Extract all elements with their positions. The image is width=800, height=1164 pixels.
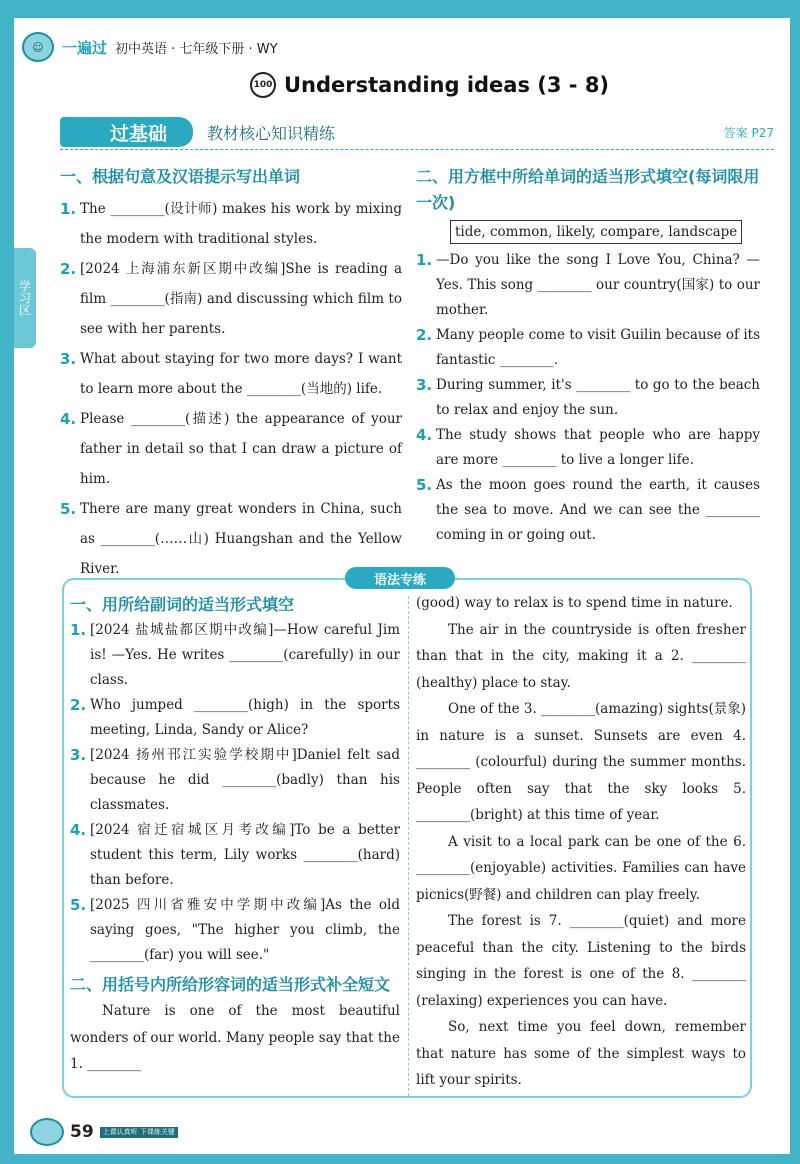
list-item (60, 194, 402, 254)
question-text: [2024 扬州邗江实验学校期中]Daniel felt sad because he did ________(badly) than his classmates. (90, 747, 400, 813)
list-item (60, 254, 402, 344)
page-number: 59 (70, 1122, 94, 1142)
question-number: 2. (416, 326, 433, 344)
lesson-title-text: Understanding ideas (3 - 8) (284, 73, 610, 97)
book-info: 初中英语 · 七年级下册 · WY (115, 41, 278, 57)
page-footer (30, 1118, 178, 1146)
footer-tag: 上课认真听 下课练关键 (100, 1127, 178, 1138)
question-number: 2. (70, 696, 87, 714)
list-item (70, 618, 400, 693)
question-text: [2025 四川省雅安中学期中改编]As the old saying goes, "The higher you climb, the ________(far) you will see." (90, 897, 400, 963)
question-text: Many people come to visit Guilin because of its fantastic ________. (436, 327, 760, 368)
question-text: [2024 盐城盐都区期中改编]—How careful Jim is! —Yes. He writes ________(carefully) in our class. (90, 622, 400, 688)
question-text: What about staying for two more days? I want to learn more about the ________(当地的) life. (80, 351, 402, 397)
section-1 (60, 164, 402, 584)
side-tab: 学习区 (14, 248, 36, 348)
question-number: 3. (60, 350, 77, 368)
section-1-title: 一、根据句意及汉语提示写出单词 (60, 167, 301, 186)
question-number: 5. (70, 896, 87, 914)
list-item (70, 743, 400, 818)
banner-divider (60, 149, 774, 150)
lesson-title (250, 72, 609, 98)
banner-label: 过基础 (60, 117, 193, 147)
badge-number: 100 (253, 80, 273, 90)
page-header (22, 34, 278, 60)
passage-paragraph: The air in the countryside is often fresher than that in the city, making it a 2. ________ (healthy) place to stay. (416, 621, 746, 691)
passage-paragraph: One of the 3. ________(amazing) sights(景象) in nature is a sunset. Sunsets are even 4. ________ (colourful) during the summer months. People often say that the sky looks 5. ________(bright) at this time of year. (416, 701, 746, 823)
question-number: 2. (60, 260, 77, 278)
column-divider (408, 596, 409, 1096)
passage-paragraph: The forest is 7. ________(quiet) and more peaceful than the city. Listening to the birds singing in the forest is one of the 8. ________ (relaxing) experiences you can have. (416, 913, 746, 1009)
passage-paragraph: So, next time you feel down, remember that nature has some of the simplest ways to lift your spirits. (416, 1019, 746, 1088)
list-item (416, 248, 760, 323)
grammar-part-1-title: 一、用所给副词的适当形式填空 (70, 595, 295, 614)
grammar-part-1 (70, 592, 400, 1078)
passage-paragraph: Nature is one of the most beautiful wonders of our world. Many people say that the 1. ________ (70, 1003, 400, 1072)
list-item (416, 473, 760, 548)
mascot-icon: ☺ (22, 32, 54, 62)
section-2-title: 二、用方框中所给单词的适当形式填空(每词限用一次) (416, 167, 760, 212)
question-number: 4. (416, 426, 433, 444)
list-item (70, 693, 400, 743)
list-item (60, 344, 402, 404)
grammar-part-2-continued (416, 590, 746, 1094)
page-frame-right (790, 0, 800, 1164)
page-frame-top (0, 0, 800, 18)
question-number: 3. (416, 376, 433, 394)
star-badge-icon (250, 72, 276, 98)
question-text: The study shows that people who are happy are more ________ to live a longer life. (436, 427, 760, 468)
section-2 (416, 164, 760, 548)
word-box: tide, common, likely, compare, landscape (450, 220, 742, 244)
question-number: 1. (70, 621, 87, 639)
list-item (70, 818, 400, 893)
list-item (70, 893, 400, 968)
question-text: [2024 上海浦东新区期中改编]She is reading a film ________(指南) and discussing which film to see with her parents. (80, 261, 402, 337)
question-text: During summer, it's ________ to go to the beach to relax and enjoy the sun. (436, 377, 760, 418)
grammar-part-2-title: 二、用括号内所给形容词的适当形式补全短文 (70, 975, 391, 994)
question-text: [2024 宿迁宿城区月考改编]To be a better student this term, Lily works ________(hard) than before. (90, 822, 400, 888)
question-number: 4. (60, 410, 77, 428)
passage-paragraph: (good) way to relax is to spend time in nature. (416, 595, 733, 611)
list-item (416, 423, 760, 473)
question-text: The ________(设计师) makes his work by mixing the modern with traditional styles. (80, 201, 402, 247)
question-number: 1. (60, 200, 77, 218)
question-text: —Do you like the song I Love You, China? —Yes. This song ________ our country(国家) to our mother. (436, 252, 760, 318)
question-text: There are many great wonders in China, such as ________(……山) Huangshan and the Yellow River. (80, 501, 402, 577)
mascot-icon (30, 1118, 64, 1146)
list-item (416, 323, 760, 373)
question-number: 4. (70, 821, 87, 839)
question-text: As the moon goes round the earth, it causes the sea to move. And we can see the ________ coming in or going out. (436, 477, 760, 543)
grammar-badge: 语法专练 (345, 567, 455, 589)
page-frame-bottom (0, 1154, 800, 1164)
question-number: 5. (60, 500, 77, 518)
passage-paragraph: A visit to a local park can be one of the 6. ________(enjoyable) activities. Families can have picnics(野餐) and children can play freely. (416, 833, 746, 903)
section-banner (60, 117, 774, 147)
question-text: Please ________(描述) the appearance of your father in detail so that I can draw a picture of him. (80, 411, 402, 487)
page-frame-left (0, 0, 14, 1164)
list-item (60, 404, 402, 494)
list-item (416, 373, 760, 423)
brand-name: 一遍过 (62, 38, 108, 57)
question-number: 3. (70, 746, 87, 764)
question-number: 5. (416, 476, 433, 494)
question-number: 1. (416, 251, 433, 269)
answer-reference: 答案 P27 (723, 125, 774, 140)
banner-subtitle: 教材核心知识精练 (207, 123, 336, 143)
question-text: Who jumped ________(high) in the sports meeting, Linda, Sandy or Alice? (90, 697, 400, 738)
